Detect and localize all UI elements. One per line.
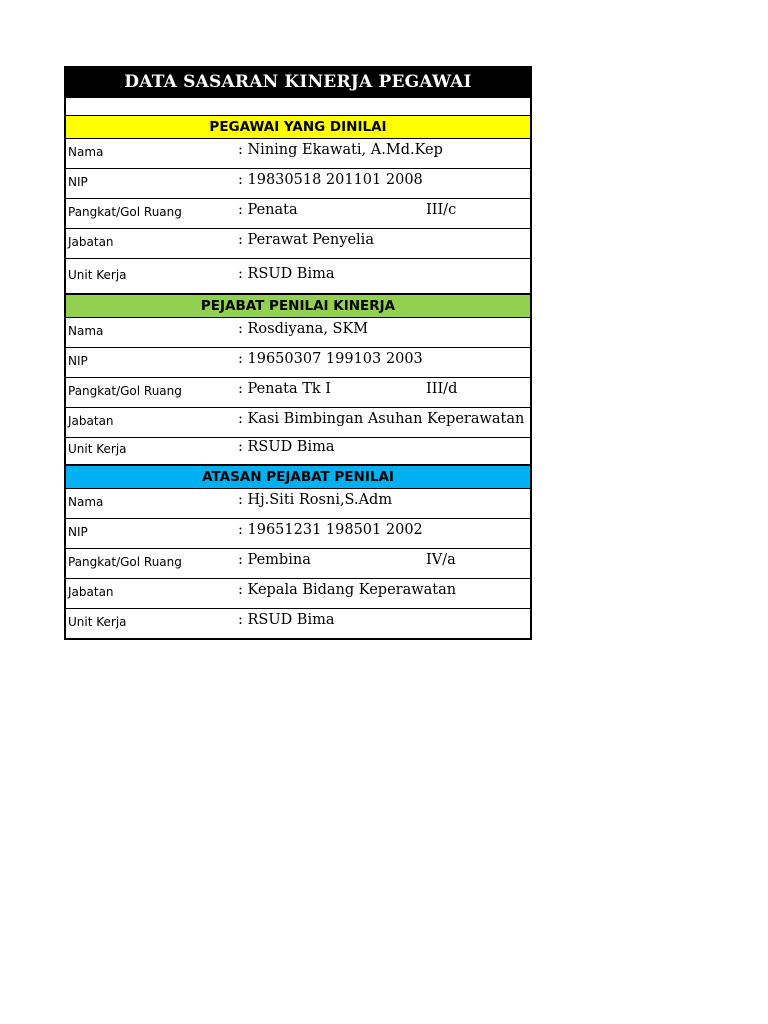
table-row xyxy=(66,579,530,609)
field-label: Nama xyxy=(68,495,104,509)
table-row xyxy=(66,139,530,169)
field-value: : Kasi Bimbingan Asuhan Keperawatan xyxy=(238,411,525,427)
field-value: : Kepala Bidang Keperawatan xyxy=(238,582,457,598)
field-value: : RSUD Bima xyxy=(238,266,335,282)
table-row xyxy=(66,199,530,229)
field-value: : Perawat Penyelia xyxy=(238,232,374,248)
field-grade: IV/a xyxy=(426,552,456,568)
table-row xyxy=(66,318,530,348)
field-label: Jabatan xyxy=(68,414,114,428)
field-label: NIP xyxy=(68,354,88,368)
field-value: : RSUD Bima xyxy=(238,612,335,628)
field-label: Jabatan xyxy=(68,235,114,249)
table-row xyxy=(66,408,530,438)
field-value: : RSUD Bima xyxy=(238,439,335,455)
field-label: Nama xyxy=(68,324,104,338)
field-label: NIP xyxy=(68,175,88,189)
field-value: : 19830518 201101 2008 xyxy=(238,172,423,188)
field-label: Jabatan xyxy=(68,585,114,599)
field-value: : Rosdiyana, SKM xyxy=(238,321,369,337)
field-value: : 19651231 198501 2002 xyxy=(238,522,423,538)
table-row xyxy=(66,259,530,294)
section-header-penilai: PEJABAT PENILAI KINERJA xyxy=(66,294,530,318)
field-value: : Hj.Siti Rosni,S.Adm xyxy=(238,492,393,508)
employee-data-sheet xyxy=(64,66,532,640)
field-label: Pangkat/Gol Ruang xyxy=(68,205,182,219)
field-grade: III/d xyxy=(426,381,458,397)
table-row xyxy=(66,609,530,638)
field-label: Pangkat/Gol Ruang xyxy=(68,384,182,398)
field-label: Unit Kerja xyxy=(68,442,127,456)
field-value: : Pembina xyxy=(238,552,311,568)
section-header-pegawai: PEGAWAI YANG DINILAI xyxy=(66,116,530,139)
table-row xyxy=(66,438,530,465)
table-row xyxy=(66,348,530,378)
blank-row xyxy=(66,98,530,116)
table-row xyxy=(66,489,530,519)
field-value: : 19650307 199103 2003 xyxy=(238,351,423,367)
table-row xyxy=(66,229,530,259)
field-value: : Penata Tk I xyxy=(238,381,332,397)
table-row xyxy=(66,519,530,549)
field-label: Nama xyxy=(68,145,104,159)
field-label: NIP xyxy=(68,525,88,539)
table-row xyxy=(66,549,530,579)
field-label: Unit Kerja xyxy=(68,615,127,629)
field-label: Pangkat/Gol Ruang xyxy=(68,555,182,569)
field-label: Unit Kerja xyxy=(68,268,127,282)
table-row xyxy=(66,169,530,199)
sheet-title: DATA SASARAN KINERJA PEGAWAI xyxy=(66,66,530,98)
field-value: : Penata xyxy=(238,202,298,218)
section-header-atasan: ATASAN PEJABAT PENILAI xyxy=(66,465,530,489)
field-grade: III/c xyxy=(426,202,457,218)
field-value: : Nining Ekawati, A.Md.Kep xyxy=(238,142,443,158)
table-row xyxy=(66,378,530,408)
